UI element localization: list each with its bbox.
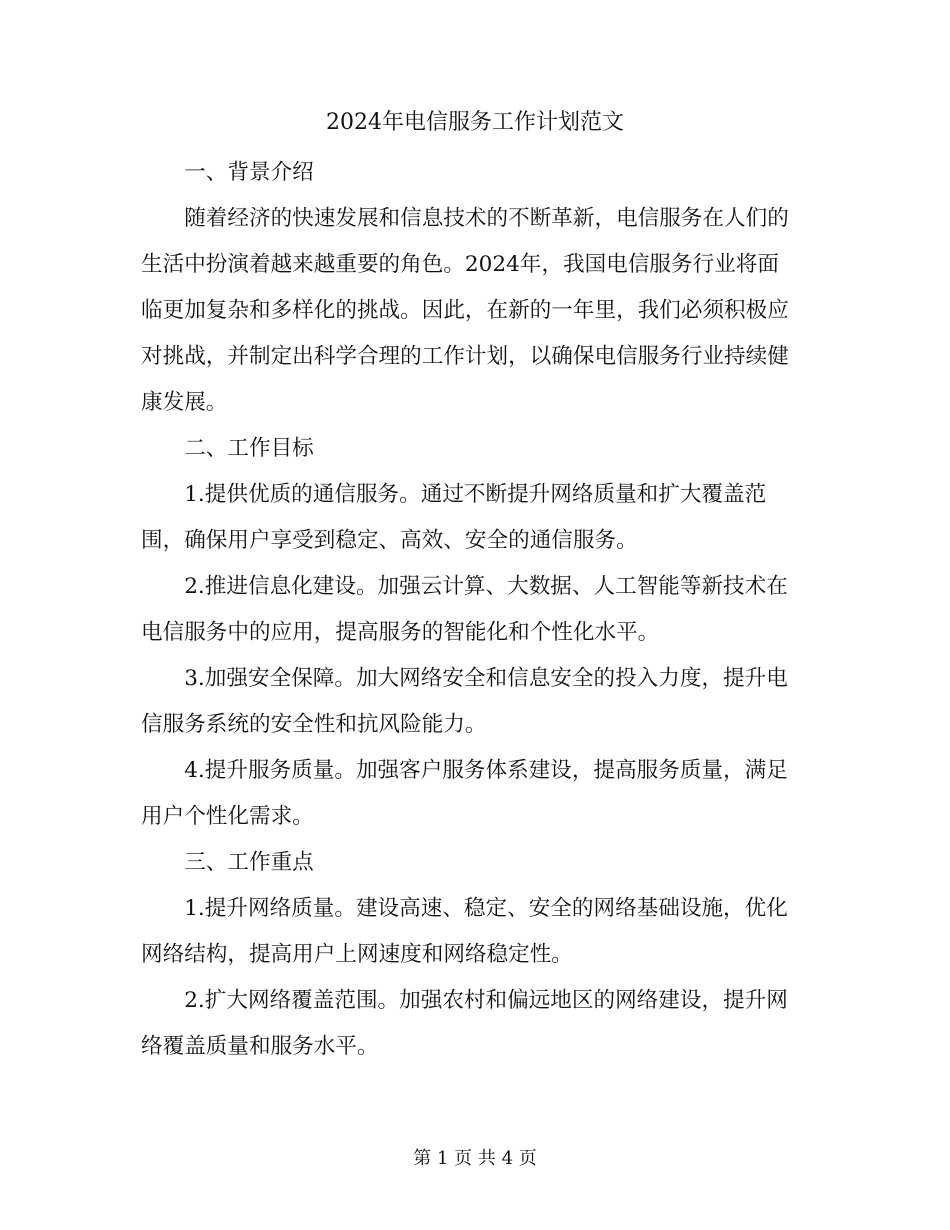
paragraph-goal-2: 2.推进信息化建设。加强云计算、大数据、人工智能等新技术在电信服务中的应用，提高服务的智能化和个性化水平。: [141, 574, 788, 645]
paragraph-focus-2: 2.扩大网络覆盖范围。加强农村和偏远地区的网络建设，提升网络覆盖质量和服务水平。: [141, 988, 788, 1059]
section-heading-background: 一、背景介绍: [184, 160, 314, 185]
section-heading-goals: 二、工作目标: [184, 436, 314, 461]
page-footer: 第 1 页 共 4 页: [413, 1148, 537, 1169]
paragraph-focus-1: 1.提升网络质量。建设高速、稳定、安全的网络基础设施，优化网络结构，提高用户上网速度和网络稳定性。: [141, 896, 788, 967]
paragraph-background: 随着经济的快速发展和信息技术的不断革新，电信服务在人们的生活中扮演着越来越重要的角色。2024年，我国电信服务行业将面临更加复杂和多样化的挑战。因此，在新的一年里，我们必须积极应对挑战，并制定出科学合理的工作计划，以确保电信服务行业持续健康发展。: [141, 206, 789, 415]
document-title: 2024年电信服务工作计划范文: [326, 110, 624, 135]
paragraph-goal-4: 4.提升服务质量。加强客户服务体系建设，提高服务质量，满足用户个性化需求。: [141, 758, 788, 829]
section-heading-focus: 三、工作重点: [184, 850, 314, 875]
paragraph-goal-1: 1.提供优质的通信服务。通过不断提升网络质量和扩大覆盖范围，确保用户享受到稳定、高效、安全的通信服务。: [141, 482, 767, 553]
document-body: [141, 150, 799, 1070]
paragraph-goal-3: 3.加强安全保障。加大网络安全和信息安全的投入力度，提升电信服务系统的安全性和抗风险能力。: [141, 666, 788, 737]
